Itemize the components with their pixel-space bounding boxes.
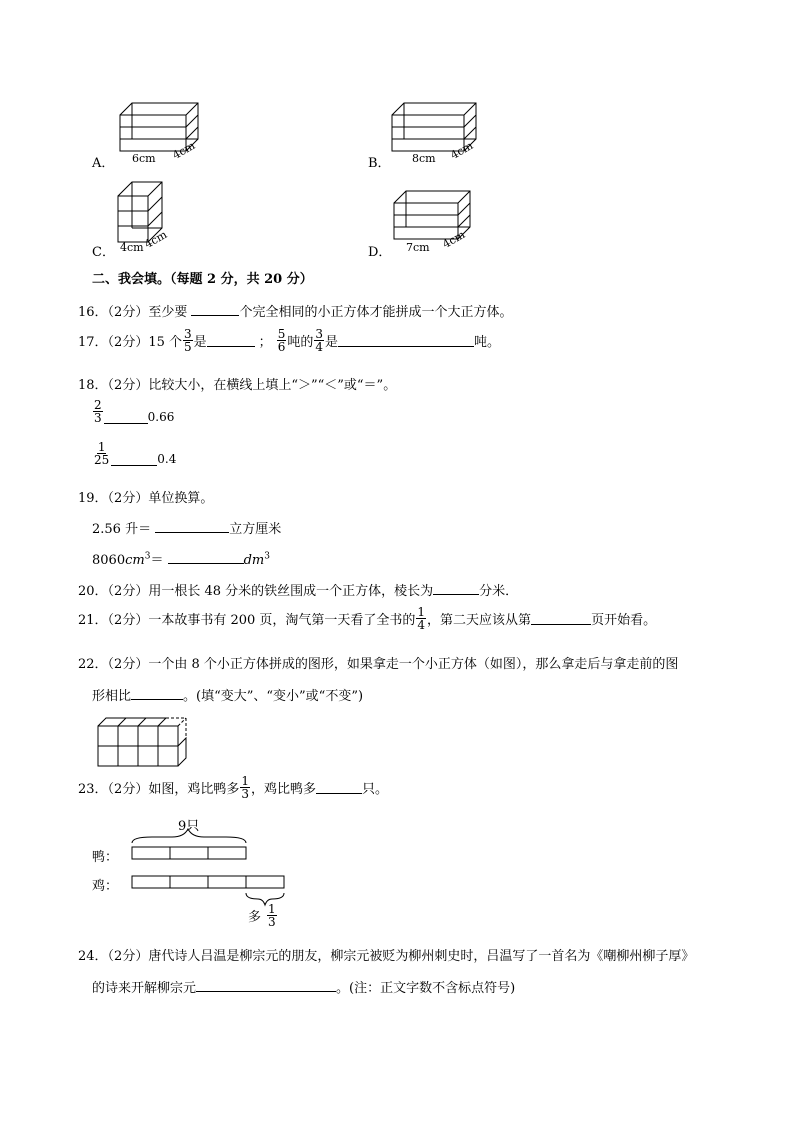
q18-row2-fraction: $\frac{1}{25}$	[94, 440, 110, 467]
q17-text-post: 吨。	[474, 335, 501, 350]
option-c-depth: 4cm	[142, 227, 170, 252]
q20-text-pre: 用一根长 48 分米的铁丝围成一个正方体，棱长为	[148, 584, 434, 599]
q20-number: 20．（2分）	[78, 584, 149, 599]
q17-separator: ；	[258, 335, 272, 350]
option-b	[368, 100, 508, 170]
q20-answer-blank[interactable]	[433, 582, 479, 595]
q19-line-1	[92, 518, 281, 537]
q19-line2-equals: ＝	[150, 553, 168, 568]
q19-line2-blank[interactable]	[168, 551, 244, 564]
q19-number: 19．（2分）	[78, 491, 149, 506]
question-23	[78, 775, 388, 800]
question-22-line-2	[92, 685, 363, 704]
q22-answer-blank[interactable]	[131, 687, 183, 700]
q24-text-pre2: 的诗来开解柳宗元	[92, 981, 197, 996]
question-16	[78, 301, 512, 320]
option-b-letter: B．	[368, 156, 391, 171]
option-c-width: 4cm	[120, 241, 144, 254]
q19-line2-number: 8060	[92, 553, 126, 568]
q19-line2-unit-dm: dm	[243, 553, 265, 568]
q23-label-more	[248, 903, 278, 928]
q19-line2-sup-1: 3	[144, 551, 151, 562]
q19-line1-blank[interactable]	[155, 520, 229, 533]
q20-text-post: 分米．	[479, 584, 519, 599]
q23-text-post: 只。	[362, 782, 389, 797]
q23-fraction: $\frac{1}{3}$	[241, 774, 249, 801]
q17-answer-blank-1[interactable]	[207, 334, 255, 347]
option-c	[92, 180, 232, 260]
option-a-letter: A．	[92, 156, 115, 171]
q18-row-1	[92, 399, 174, 424]
q16-number: 16．（2分）	[78, 305, 149, 320]
q21-text-mid: ，第二天应该从第	[427, 613, 532, 628]
q19-text: 单位换算。	[148, 491, 214, 506]
q24-text-post2: 。(注：正文字数不含标点符号)	[336, 981, 516, 996]
q17-text-d: 是	[324, 335, 338, 350]
q23-text-pre: 如图，鸡比鸭多	[148, 782, 240, 797]
q16-text-post: 个完全相同的小正方体才能拼成一个大正方体。	[239, 305, 513, 320]
q18-number: 18．（2分）	[78, 378, 149, 393]
q21-number: 21．（2分）	[78, 613, 149, 628]
option-d-letter: D．	[368, 245, 392, 260]
q18-row1-fraction: $\frac{2}{3}$	[94, 398, 102, 425]
option-a-width: 6cm	[132, 152, 156, 165]
q17-fraction-1: $\frac{3}{5}$	[184, 327, 192, 354]
q23-label-total: 9只	[178, 819, 200, 834]
q19-line2-unit-cm: cm	[125, 553, 145, 568]
q23-label-more-text: 多	[248, 910, 262, 925]
q19-line1-text: 2.56 升＝	[92, 522, 156, 537]
q17-text-a: 15 个	[148, 335, 183, 350]
q18-row2-value: 0.4	[157, 452, 177, 466]
q24-number: 24．（2分）	[78, 949, 149, 964]
option-d	[368, 186, 508, 260]
q18-row1-blank[interactable]	[104, 411, 148, 424]
q19-line1-unit: 立方厘米	[229, 522, 282, 537]
q21-text-pre: 一本故事书有 200 页，淘气第一天看了全书的	[148, 613, 416, 628]
q22-text-line1: 一个由 8 个小正方体拼成的图形，如果拿走一个小正方体（如图），那么拿走后与拿走前的图	[148, 657, 679, 672]
q21-text-post: 页开始看。	[591, 613, 657, 628]
question-21	[78, 606, 656, 631]
q17-fraction-2: $\frac{5}{6}$	[277, 327, 286, 354]
question-17	[78, 328, 500, 353]
question-20	[78, 580, 518, 599]
q22-number: 22．（2分）	[78, 657, 149, 672]
question-18	[78, 374, 396, 393]
option-a	[92, 100, 232, 170]
option-d-width: 7cm	[406, 241, 430, 254]
q19-line2-sup-2: 3	[264, 551, 270, 562]
q18-text: 比较大小，在横线上填上“＞”“＜”或“＝”。	[148, 378, 397, 393]
option-b-depth: 4cm	[448, 138, 476, 163]
q23-text-mid: ，鸡比鸭多	[250, 782, 316, 797]
q21-fraction: $\frac{1}{4}$	[417, 605, 426, 632]
q18-row2-blank[interactable]	[111, 453, 157, 466]
q16-answer-blank[interactable]	[191, 303, 239, 316]
q23-label-chicken: 鸡：	[92, 879, 119, 894]
q22-text-pre2: 形相比	[92, 689, 132, 704]
q23-label-duck: 鸭：	[92, 850, 119, 865]
option-c-letter: C．	[92, 245, 115, 260]
option-a-depth: 4cm	[170, 138, 198, 163]
question-24-line-2	[92, 977, 515, 996]
q21-answer-blank[interactable]	[531, 612, 591, 625]
q17-text-b: 是	[193, 335, 207, 350]
q18-row-2	[92, 441, 176, 466]
q23-bar-diagram	[92, 815, 312, 935]
section-title: 二、我会填。（每题 2 分，共 20 分）	[92, 272, 313, 287]
q19-line-2	[92, 549, 270, 568]
q16-text-pre: 至少要	[148, 305, 192, 320]
q22-cubes-figure	[96, 712, 196, 772]
q23-label-more-fraction: $\frac{1}{3}$	[268, 902, 276, 929]
question-19	[78, 487, 213, 506]
option-d-depth: 4cm	[440, 227, 468, 252]
q17-text-c: 吨的	[287, 335, 314, 350]
question-22-line-1	[78, 653, 678, 672]
q23-number: 23．（2分）	[78, 782, 149, 797]
q24-answer-blank[interactable]	[196, 979, 336, 992]
option-b-width: 8cm	[412, 152, 436, 165]
q23-answer-blank[interactable]	[316, 781, 362, 794]
q17-answer-blank-2[interactable]	[338, 334, 474, 347]
question-24-line-1	[78, 945, 694, 964]
q24-text-line1: 唐代诗人吕温是柳宗元的朋友，柳宗元被贬为柳州刺史时，吕温写了一首名为《嘲柳州柳子厚》	[148, 949, 695, 964]
q22-text-post2: 。(填“变大”、“变小”或“不变”)	[183, 689, 364, 704]
q17-number: 17．（2分）	[78, 335, 149, 350]
q18-row1-value: 0.66	[147, 410, 175, 424]
q17-fraction-3: $\frac{3}{4}$	[315, 327, 323, 354]
